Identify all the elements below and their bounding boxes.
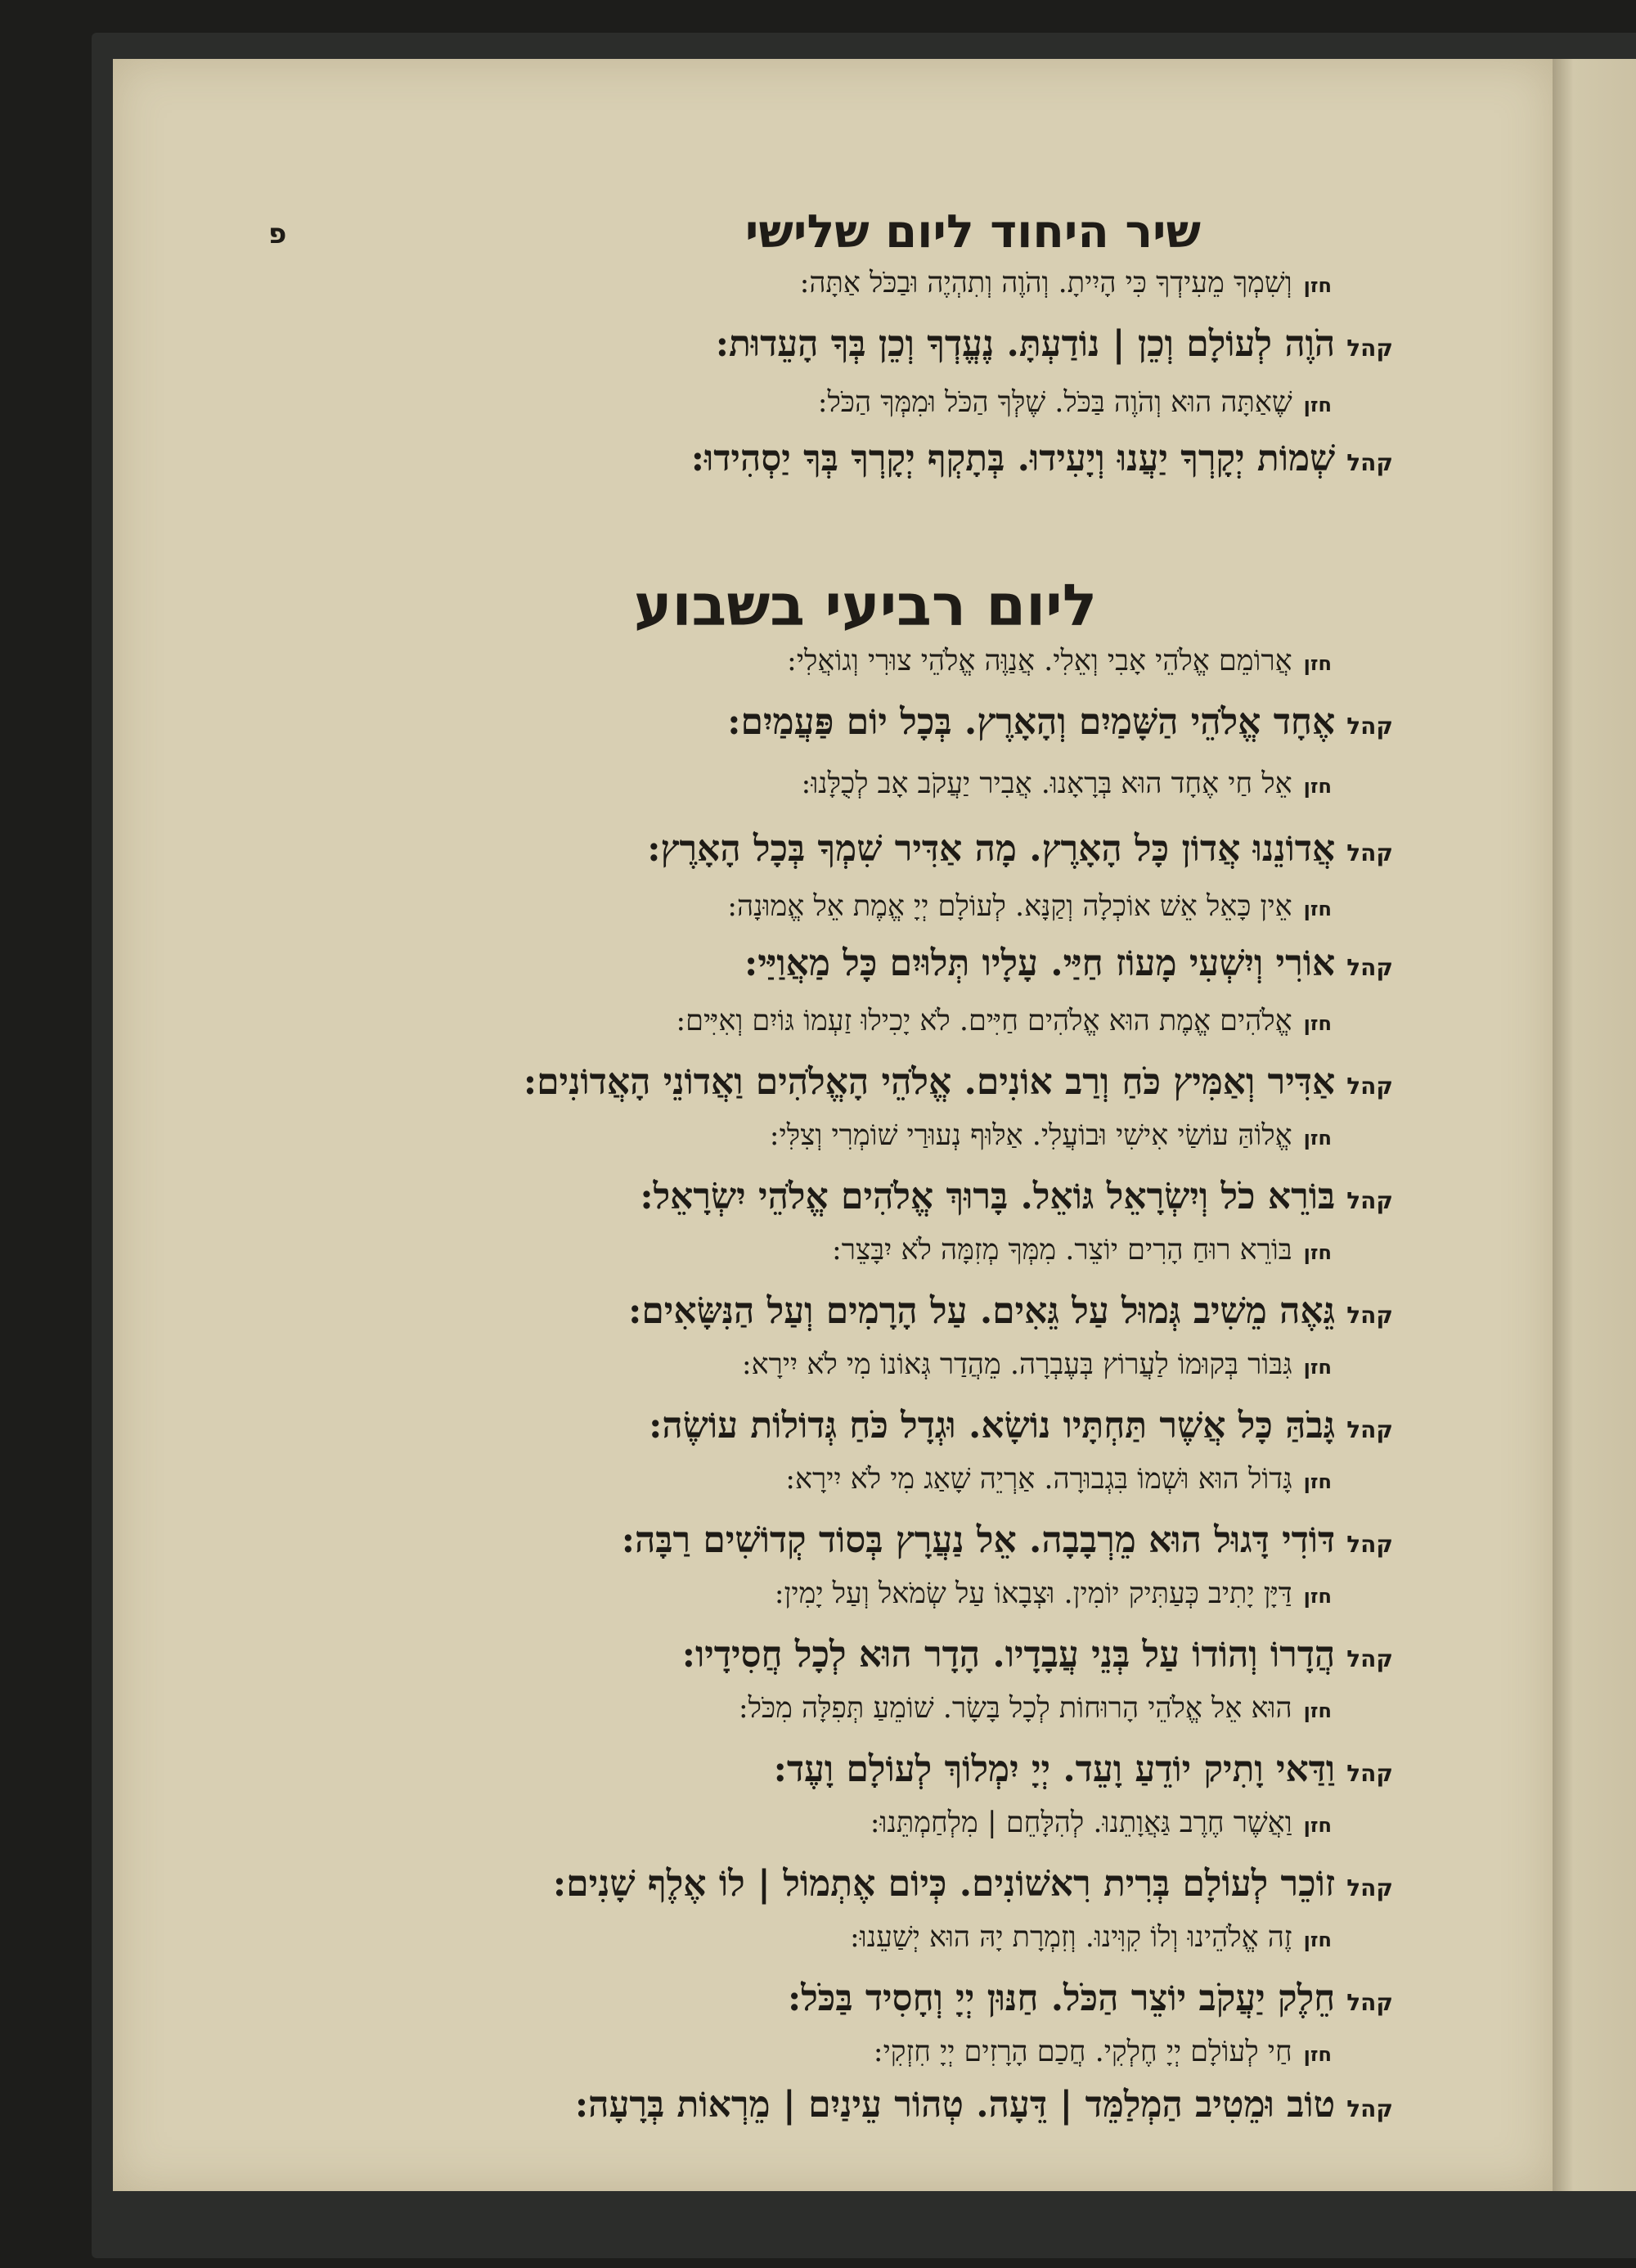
verse-text: גָּדוֹל הוּא וּשְׁמוֹ בִּגְבוּרָה. אַרְיֵה שָׁאַג מִי לֹא יִירָא: — [785, 1463, 1292, 1496]
hazzan-verse-line — [775, 1573, 1332, 1618]
kahal-verse-line — [575, 2080, 1393, 2135]
hazzan-marker: חזן — [1303, 1127, 1332, 1150]
verse-text: גִּבּוֹר בְּקוּמוֹ לַעֲרוֹץ בְּעֶבְרָה. מֵהֲדַר גְּאוֹנוֹ מִי לֹא יִירָא: — [741, 1348, 1292, 1381]
hazzan-verse-line — [785, 1458, 1332, 1503]
verse-text: אֱלֹהִים אֱמֶת הוּא אֱלֹהִים חַיִּים. לֹא יָכִילוּ זַעְמוֹ גּוֹיִם וְאִיִּים: — [676, 1005, 1292, 1037]
hazzan-marker: חזן — [1303, 1356, 1332, 1379]
verse-text: דַּיָּן יָתִיב כְּעַתִּיק יוֹמִין. וּצְבָאוֹ עַל שְׂמֹאל וְעַל יָמִין: — [774, 1577, 1292, 1610]
page-number: פ — [268, 218, 287, 250]
verse-text: אֶחָד אֱלֹהֵי הַשָּׁמַיִם וְהָאָרֶץ. בְּכָל יוֹם פַּעֲמַיִם: — [727, 701, 1336, 743]
kahal-marker: קהל — [1346, 1073, 1393, 1100]
verse-text: אֲדוֹנֵנוּ אֲדוֹן כָּל הָאָרֶץ. מָה אַדִּיר שִׁמְךָ בְּכָל הָאָרֶץ: — [647, 828, 1336, 870]
kahal-verse-line — [716, 319, 1393, 374]
hazzan-verse-line — [787, 640, 1332, 685]
kahal-marker: קהל — [1346, 449, 1393, 476]
kahal-marker: קהל — [1346, 839, 1393, 866]
page-title: שיר היחוד ליום שלישי — [744, 205, 1201, 259]
verse-text: אֵל חַי אֶחָד הוּא בְּרָאָנוּ. אֲבִיר יַעֲקֹב אָב לְכֻלָּנוּ: — [801, 767, 1292, 800]
verse-text: וְשִׁמְךָ מֵעִידְךָ כִּי הָיִיתָ. וְהֹוֶה וְתִהְיֶה וּבַכֹּל אַתָּה: — [799, 267, 1292, 299]
hazzan-marker: חזן — [1303, 1012, 1332, 1035]
verse-text: אֵין כָּאֵל אֵשׁ אוֹכְלָה וְקַנָּא. לְעוֹלָם יְיָ אֱמֶת אֵל אֱמוּנָה: — [727, 890, 1292, 923]
hazzan-marker: חזן — [1303, 1814, 1332, 1837]
hazzan-marker: חזן — [1303, 2043, 1332, 2066]
verse-block — [113, 59, 1553, 2191]
kahal-verse-line — [628, 1286, 1393, 1341]
verse-text: וַאֲשֶׁר חֶרֶב גַּאֲוָתֵנוּ. לְהִלָּחֵם | מִלְחַמְתֵּנוּ: — [870, 1807, 1292, 1839]
verse-text: גָּבֹהַּ כָּל אֲשֶׁר תַּחְתָּיו נוֹשָׂא. וּגְדָל כֹּחַ גְּדוֹלוֹת עוֹשֶׂה: — [649, 1405, 1336, 1447]
verse-text: וַדַּאי וָתִיק יוֹדֵעַ וָעֵד. יְיָ יִמְלוֹךְ לְעוֹלָם וָעֶד: — [773, 1748, 1336, 1790]
hazzan-verse-line — [832, 1229, 1332, 1274]
hazzan-marker: חזן — [1303, 274, 1332, 297]
kahal-verse-line — [774, 1744, 1393, 1799]
verse-text: שֶׁאַתָּה הוּא וְהֹוֶה בַּכֹּל. שֶׁלְּךָ הַכֹּל וּמִמְּךָ הַכֹּל: — [817, 386, 1292, 419]
hazzan-marker: חזן — [1303, 1585, 1332, 1608]
kahal-verse-line — [622, 1515, 1393, 1570]
verse-text: בּוֹרֵא כֹל וְיִשְׂרָאֵל גּוֹאֵל. בָּרוּךְ אֱלֹהִים אֱלֹהֵי יִשְׂרָאֵל: — [640, 1176, 1336, 1217]
hazzan-verse-line — [727, 885, 1332, 930]
verse-text: בּוֹרֵא רוּחַ הָרִים יוֹצֵר. מִמְּךָ מְזִמָּה לֹא יִבָּצֵר: — [831, 1234, 1292, 1267]
hazzan-verse-line — [676, 1000, 1332, 1045]
kahal-marker: קהל — [1346, 1416, 1393, 1443]
hazzan-verse-line — [818, 381, 1332, 426]
hazzan-verse-line — [739, 1687, 1332, 1732]
verse-text: דּוֹדִי דָּגוּל הוּא מֵרְבָבָה. אֵל נַעֲרָץ בְּסוֹד קְדוֹשִׁים רַבָּה: — [621, 1519, 1336, 1561]
kahal-verse-line — [524, 1057, 1393, 1112]
section-heading: ליום רביעי בשבוע — [633, 572, 1098, 639]
kahal-marker: קהל — [1346, 1645, 1393, 1672]
hazzan-verse-line — [770, 1114, 1332, 1159]
kahal-verse-line — [640, 1172, 1393, 1226]
hazzan-verse-line — [850, 1916, 1332, 1961]
kahal-marker: קהל — [1346, 954, 1393, 981]
hazzan-verse-line — [742, 1343, 1332, 1388]
verse-text: זוֹכֵר לְעוֹלָם בְּרִית רִאשׁוֹנִים. כְּיוֹם אֶתְמוֹל | לוֹ אֶלֶף שָׁנִים: — [552, 1863, 1336, 1905]
hazzan-marker: חזן — [1303, 1470, 1332, 1493]
verse-text: הֹוֶה לְעוֹלָם וְכֵן | נוֹדַעְתָּ. נֶעֱדְךָ וְכֵן בְּךָ הָעֵדוּת: — [715, 323, 1336, 365]
hazzan-verse-line — [802, 763, 1332, 808]
hazzan-marker: חזן — [1303, 775, 1332, 798]
verse-text: הֲדָרוֹ וְהוֹדוֹ עַל בְּנֵי עֲבָדָיו. הָדָר הוּא לְכָל חֲסִידָיו: — [681, 1634, 1336, 1676]
verse-text: טוֹב וּמֵטִיב הַמְלַמֵּד | דֵּעָה. טְהוֹר עֵינַיִם | מֵרְאוֹת בְּרָעָה: — [574, 2084, 1336, 2126]
kahal-verse-line — [649, 1401, 1393, 1456]
hazzan-marker: חזן — [1303, 898, 1332, 920]
page-gutter — [1553, 59, 1636, 2191]
kahal-verse-line — [647, 824, 1393, 879]
hazzan-verse-line — [870, 1802, 1332, 1847]
kahal-marker: קהל — [1346, 1187, 1393, 1214]
kahal-verse-line — [727, 697, 1393, 752]
kahal-marker: קהל — [1346, 1874, 1393, 1901]
verse-text: אַדִּיר וְאַמִּיץ כֹּחַ וְרַב אוֹנִים. אֱלֹהֵי הָאֱלֹהִים וַאֲדוֹנֵי הָאֲדוֹנִים: — [523, 1061, 1336, 1103]
kahal-marker: קהל — [1346, 1760, 1393, 1787]
kahal-verse-line — [691, 434, 1393, 488]
verse-text: זֶה אֱלֹהֵינוּ וְלוֹ קִוִּינוּ. וְזִמְרָת יָהּ הוּא יְשַׁעֵנוּ: — [849, 1921, 1292, 1954]
hazzan-marker: חזן — [1303, 1928, 1332, 1951]
verse-text: הוּא אֵל אֱלֹהֵי הָרוּחוֹת לְכָל בָּשָׂר. שׁוֹמֵעַ תְּפִלָּה מִכֹּל: — [738, 1692, 1292, 1725]
kahal-verse-line — [788, 1973, 1393, 2028]
verse-text: גֵּאֶה מֵשִׁיב גְּמוּל עַל גֵּאִים. עַל הָרָמִים וְעַל הַנִּשָּׂאִים: — [628, 1290, 1336, 1332]
verse-text: חֵלֶק יַעֲקֹב יוֹצֵר הַכֹּל. חַנּוּן יְיָ וְחָסִיד בַּכֹּל: — [787, 1978, 1336, 2019]
kahal-marker: קהל — [1346, 2095, 1393, 2122]
hazzan-marker: חזן — [1303, 394, 1332, 416]
kahal-marker: קהל — [1346, 1302, 1393, 1329]
hazzan-marker: חזן — [1303, 1699, 1332, 1722]
verse-text: שְׁמוֹת יְקָרְךָ יַעֲנוּ וְיָעִידוּ. בְּתָקְף יְקָרְךָ בְּךָ יַסְהִידוּ: — [690, 438, 1336, 479]
hazzan-marker: חזן — [1303, 652, 1332, 675]
kahal-marker: קהל — [1346, 1531, 1393, 1558]
hazzan-verse-line — [800, 262, 1332, 307]
kahal-verse-line — [682, 1630, 1393, 1685]
kahal-marker: קהל — [1346, 713, 1393, 740]
verse-text: חַי לְעוֹלָם יְיָ חֶלְקִי. חֲכַם הָרָזִים יְיָ חִזְקִי: — [873, 2036, 1292, 2068]
verse-text: אוֹרִי וְיִשְׁעִי מָעוֹז חַיַּי. עָלָיו תְּלוּיִם כָּל מַאֲוַיַּי: — [744, 943, 1336, 984]
book-page — [113, 59, 1553, 2191]
verse-text: אֱלוֹהַּ עוֹשַׂי אִישִׁי וּבוֹעֲלִי. אַלּוּף נְעוּרַי שׁוֹמְרִי וְצִלִּי: — [769, 1119, 1292, 1152]
kahal-marker: קהל — [1346, 335, 1393, 362]
kahal-verse-line — [744, 938, 1393, 993]
hazzan-verse-line — [874, 2031, 1332, 2076]
verse-text: אֲרוֹמֵם אֱלֹהֵי אָבִי וְאֵלִי. אֲנַוֶּה אֱלֹהֵי צוּרִי וְגוֹאֲלִי: — [787, 645, 1292, 677]
kahal-verse-line — [553, 1859, 1393, 1914]
hazzan-marker: חזן — [1303, 1241, 1332, 1264]
kahal-marker: קהל — [1346, 1989, 1393, 2016]
